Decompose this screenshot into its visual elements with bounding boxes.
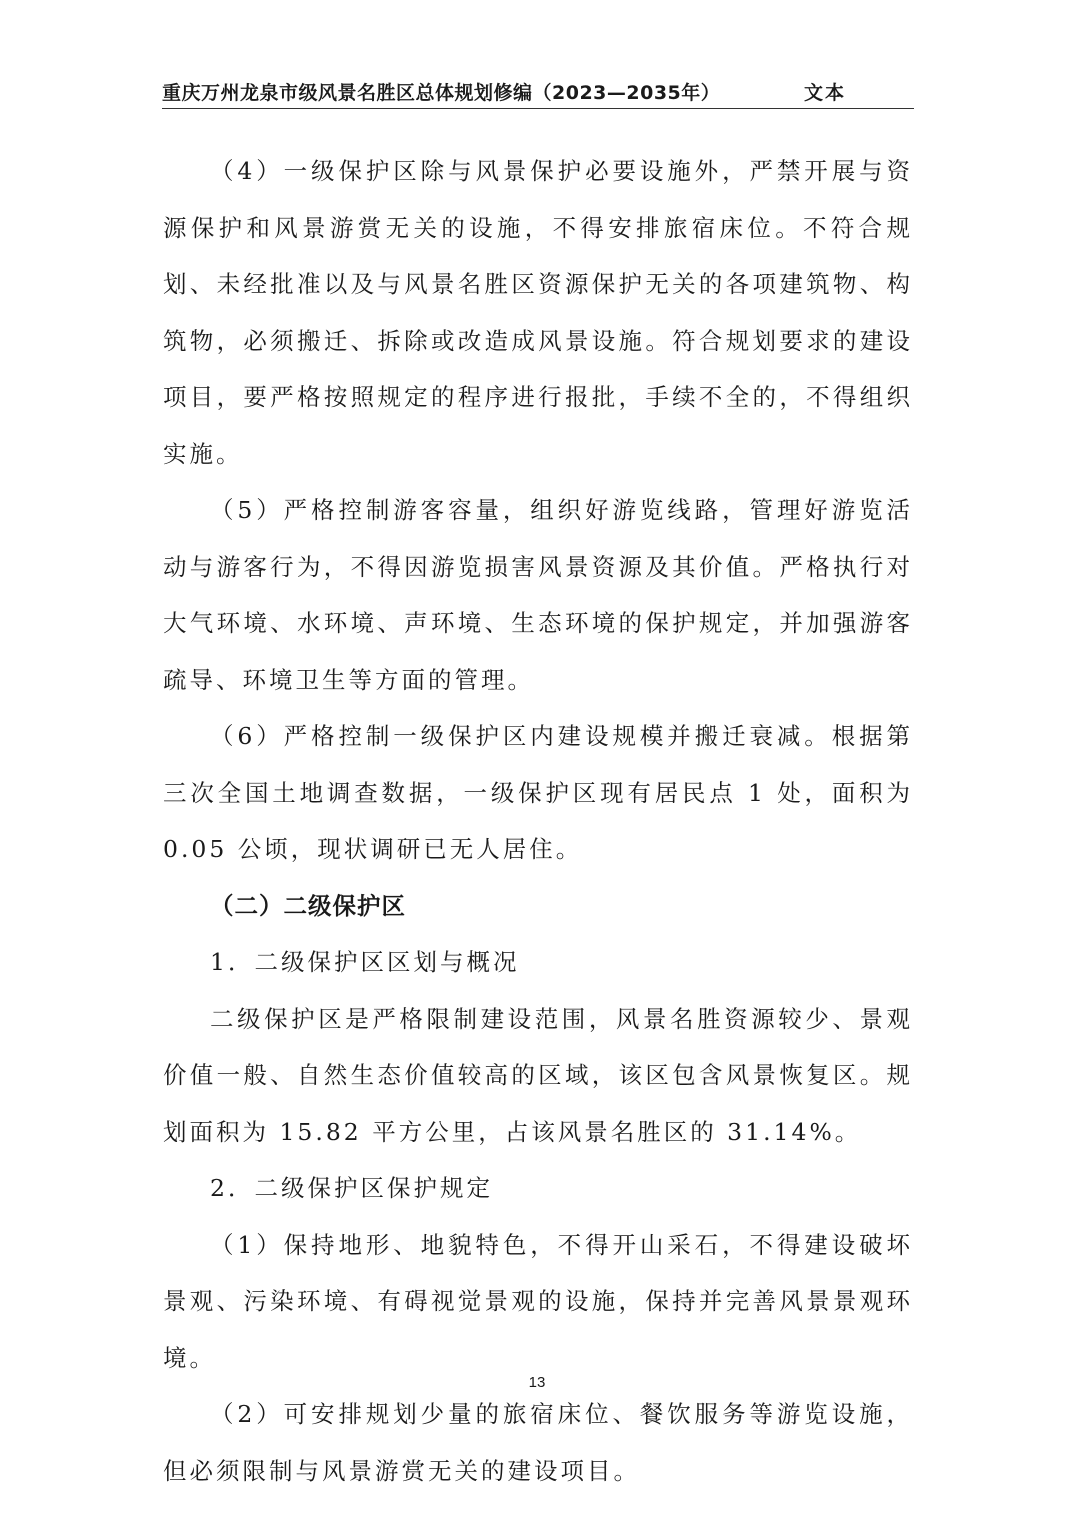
paragraph-rule-2: （2）可安排规划少量的旅宿床位、餐饮服务等游览设施，但必须限制与风景游赏无关的建设项目。 — [163, 1400, 913, 1485]
paragraph-clause-6: （6）严格控制一级保护区内建设规模并搬迁衰减。根据第三次全国土地调查数据，一级保护区现有居民点 1 处，面积为 0.05 公顷，现状调研已无人居住。 — [163, 722, 913, 863]
page-number: 13 — [528, 1374, 546, 1391]
page-header — [162, 72, 914, 109]
paragraph-clause-4: （4）一级保护区除与风景保护必要设施外，严禁开展与资源保护和风景游赏无关的设施，不得安排旅宿床位。不符合规划、未经批准以及与风景名胜区资源保护无关的各项建筑物、构筑物，必须搬迁、拆除或改造成风景设施。符合规划要求的建设项目，要严格按照规定的程序进行报批，手续不全的，不得组织实施。 — [163, 157, 913, 468]
paragraph-rule-1: （1）保持地形、地貌特色，不得开山采石，不得建设破坏景观、污染环境、有碍视觉景观的设施，保持并完善风景景观环境。 — [163, 1230, 913, 1372]
page-body — [163, 143, 913, 1499]
document-type-label: 文本 — [803, 82, 846, 104]
document-title: 重庆万州龙泉市级风景名胜区总体规划修编（2023—2035年） — [162, 82, 721, 104]
subheading-protection-rules: 2．二级保护区保护规定 — [210, 1174, 493, 1202]
section-heading-secondary-zone: （二）二级保护区 — [210, 891, 406, 920]
paragraph-zone-description: 二级保护区是严格限制建设范围，风景名胜资源较少、景观价值一般、自然生态价值较高的区域，该区包含风景恢复区。规划面积为 15.82 平方公里，占该风景名胜区的 31.14%。 — [163, 1004, 913, 1146]
paragraph-clause-5: （5）严格控制游客容量，组织好游览线路，管理好游览活动与游客行为，不得因游览损害风景资源及其价值。严格执行对大气环境、水环境、声环境、生态环境的保护规定，并加强游客疏导、环境卫生等方面的管理。 — [163, 496, 913, 694]
subheading-zoning-overview: 1．二级保护区区划与概况 — [210, 948, 520, 976]
